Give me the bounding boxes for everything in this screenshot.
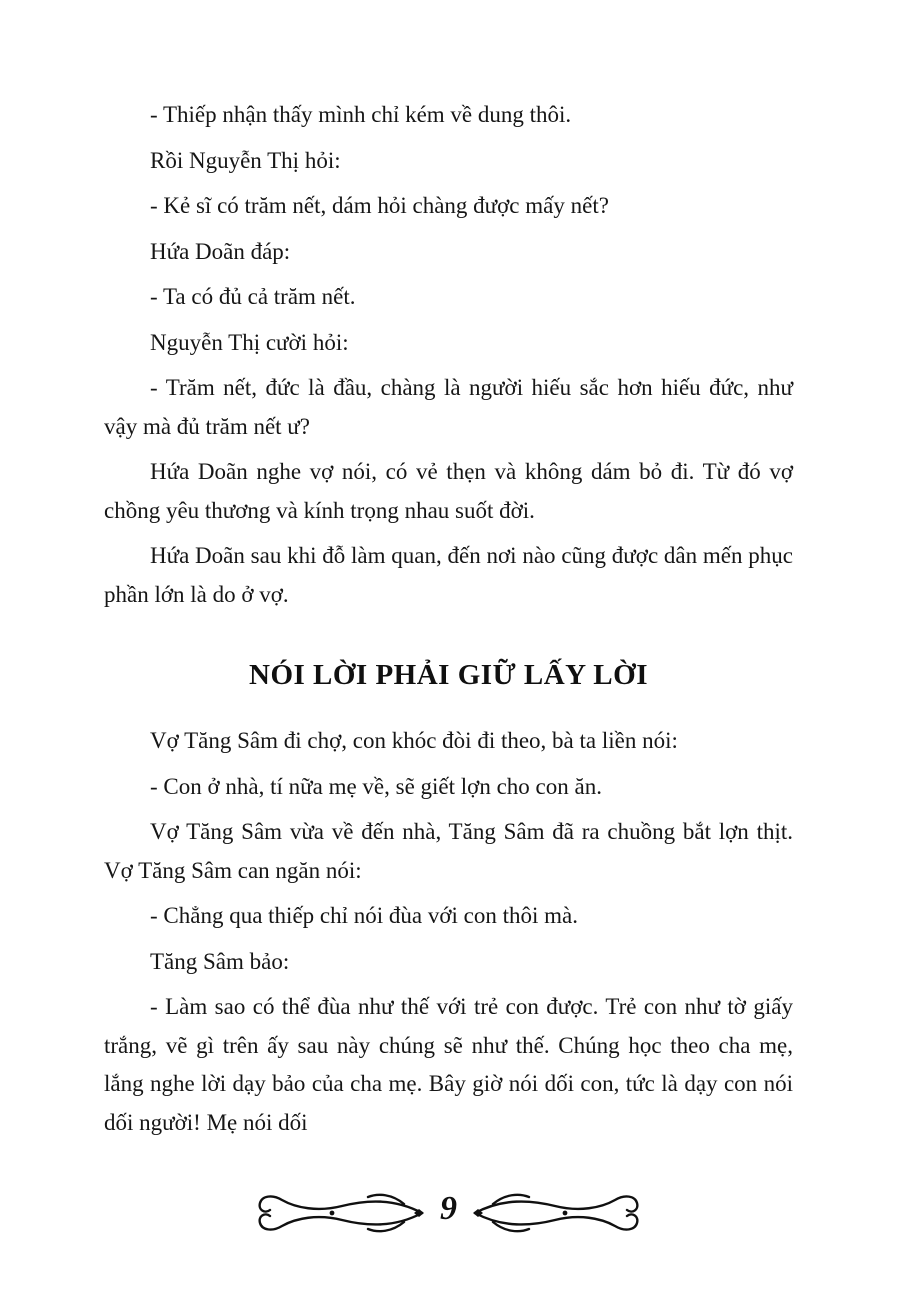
flourish-ornament-right xyxy=(473,1186,643,1240)
paragraph: - Trăm nết, đức là đầu, chàng là người hiếu sắc hơn hiếu đức, như vậy mà đủ trăm nết ư? xyxy=(104,375,793,439)
paragraph: - Kẻ sĩ có trăm nết, dám hỏi chàng được mấy nết? xyxy=(150,193,609,218)
section-heading: NÓI LỜI PHẢI GIỮ LẤY LỜI xyxy=(249,659,648,691)
paragraph: - Ta có đủ cả trăm nết. xyxy=(150,284,356,309)
paragraph: Tăng Sâm bảo: xyxy=(150,948,290,974)
page-footer xyxy=(104,1186,793,1240)
paragraph: - Thiếp nhận thấy mình chỉ kém về dung thôi. xyxy=(150,102,572,127)
paragraph: Hứa Doãn đáp: xyxy=(150,238,291,264)
page-number: 9 xyxy=(440,1190,457,1227)
paragraph: - Chẳng qua thiếp chỉ nói đùa với con thôi mà. xyxy=(150,903,578,928)
paragraph: Hứa Doãn nghe vợ nói, có vẻ thẹn và không dám bỏ đi. Từ đó vợ chồng yêu thương và kính trọng nhau suốt đời. xyxy=(104,459,793,523)
story-section-1 xyxy=(104,96,793,621)
paragraph: Nguyễn Thị cười hỏi: xyxy=(150,329,349,355)
paragraph: - Con ở nhà, tí nữa mẹ về, sẽ giết lợn cho con ăn. xyxy=(150,773,602,799)
paragraph: Hứa Doãn sau khi đỗ làm quan, đến nơi nào cũng được dân mến phục phần lớn là do ở vợ. xyxy=(104,543,793,607)
story-section-2 xyxy=(104,722,793,1149)
paragraph: - Làm sao có thể đùa như thế với trẻ con được. Trẻ con như tờ giấy trắng, vẽ gì trên ấy sau này chúng sẽ như thế. Chúng học theo cha mẹ, lắng nghe lời dạy bảo của cha mẹ. Bây giờ nói dối con, tức là dạy con nói dối người! Mẹ nói dối xyxy=(104,994,793,1135)
paragraph: Rồi Nguyễn Thị hỏi: xyxy=(150,147,341,173)
paragraph: Vợ Tăng Sâm đi chợ, con khóc đòi đi theo, bà ta liền nói: xyxy=(150,728,678,753)
flourish-ornament-left xyxy=(254,1186,424,1240)
paragraph: Vợ Tăng Sâm vừa về đến nhà, Tăng Sâm đã ra chuồng bắt lợn thịt. Vợ Tăng Sâm can ngăn nói: xyxy=(104,819,793,883)
